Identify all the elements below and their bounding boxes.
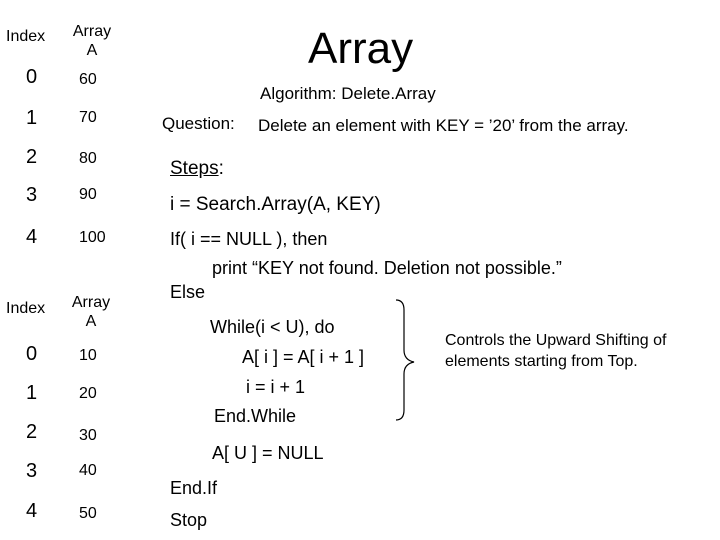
- array-cell: 50: [79, 505, 97, 522]
- index-header: Index: [6, 300, 46, 317]
- question-label: Question:: [162, 114, 235, 133]
- array-cell: 30: [79, 427, 97, 444]
- array-header: [68, 22, 116, 60]
- step-line: A[ i ] = A[ i + 1 ]: [242, 347, 365, 367]
- step-line: End.If: [170, 478, 218, 498]
- array-header-line1: Array: [72, 23, 112, 40]
- step-line: i = Search.Array(A, KEY): [170, 194, 381, 215]
- index-cell: 2: [26, 421, 38, 443]
- array-header-line2: A: [86, 42, 98, 59]
- index-cell: 3: [26, 460, 38, 482]
- index-cell: 4: [26, 226, 38, 248]
- steps-heading-text: Steps: [170, 158, 219, 179]
- step-line: i = i + 1: [246, 377, 306, 397]
- array-cell: 100: [79, 229, 106, 246]
- index-cell: 1: [26, 382, 38, 404]
- array-cell: 20: [79, 385, 97, 402]
- array-header-line2: A: [85, 313, 97, 330]
- index-cell: 4: [26, 500, 38, 522]
- index-cell: 1: [26, 107, 38, 129]
- question-text: Delete an element with KEY = ’20’ from the array.: [258, 116, 629, 135]
- curly-brace: [394, 298, 418, 422]
- array-cell: 60: [79, 71, 97, 88]
- step-line: print “KEY not found. Deletion not possible.”: [212, 258, 562, 278]
- step-line: While(i < U), do: [210, 317, 335, 337]
- array-cell: 80: [79, 150, 97, 167]
- steps-heading-colon: :: [218, 158, 224, 179]
- array-cell: 70: [79, 109, 97, 126]
- step-line: Else: [170, 282, 206, 302]
- index-cell: 0: [26, 343, 38, 365]
- array-header: [66, 293, 116, 331]
- array-cell: 90: [79, 186, 97, 203]
- index-cell: 0: [26, 66, 38, 88]
- step-line: A[ U ] = NULL: [212, 443, 324, 463]
- array-cell: 40: [79, 462, 97, 479]
- index-cell: 2: [26, 146, 38, 168]
- index-header: Index: [6, 28, 46, 45]
- step-line: End.While: [214, 406, 297, 426]
- step-line: If( i == NULL ), then: [170, 229, 328, 249]
- step-line: Stop: [170, 510, 208, 530]
- array-cell: 10: [79, 347, 97, 364]
- index-cell: 3: [26, 184, 38, 206]
- algorithm-name: Algorithm: Delete.Array: [260, 84, 436, 103]
- array-header-line1: Array: [71, 294, 111, 311]
- steps-heading: [170, 158, 224, 180]
- slide-title: Array: [308, 24, 414, 73]
- brace-note: Controls the Upward Shifting of elements starting from Top.: [445, 332, 667, 370]
